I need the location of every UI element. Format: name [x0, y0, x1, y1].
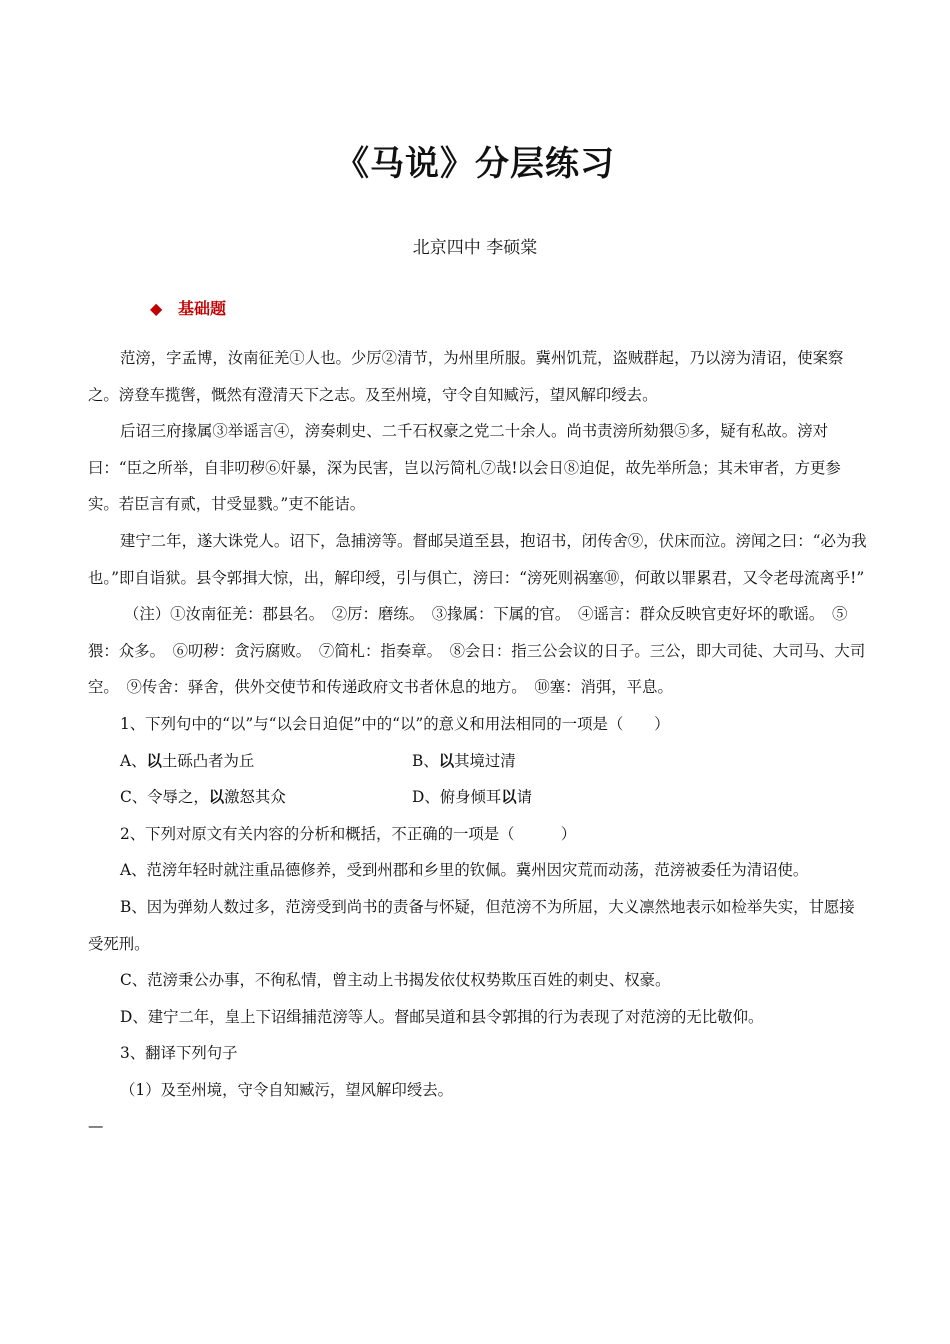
author-line: 北京四中 李硕棠 — [412, 238, 538, 258]
document-body — [88, 340, 868, 1145]
option-d-keyword: 以 — [501, 788, 517, 807]
option-b-label: B、 — [412, 751, 439, 770]
question-3: 3、翻译下列句子 — [120, 1044, 238, 1063]
question-1-options-row-2 — [88, 779, 868, 816]
question-1-options-row-1 — [88, 743, 868, 780]
passage-paragraph-1: 范滂，字孟博，汝南征羌①人也。少厉②清节，为州里所服。冀州饥荒，盗贼群起，乃以滂为清诏，使案察之。滂登车揽辔，慨然有澄清天下之志。及至州境，守令自知臧污，望风解印绶去。 — [88, 349, 844, 404]
passage-notes: （注）①汝南征羌：郡县名。 ②厉：磨练。 ③掾属：下属的官。 ④谣言：群众反映官吏好坏的歌谣。 ⑤猥：众多。 ⑥叨秽：贪污腐败。 ⑦简札：指奏章。 ⑧会日：指三公会议的日子。三公，即大司徒、大司马、大司空。 ⑨传舍：驿舍，供外交使节和传递政府文书者休息的地方。 ⑩塞：消弭，平息。 — [88, 605, 866, 697]
option-c-keyword: 以 — [208, 788, 225, 807]
passage-paragraph-2: 后诏三府掾属③举谣言④，滂奏刺史、二千石权豪之党二十余人。尚书责滂所劾猥⑤多，疑有私故。滂对曰：“臣之所举，自非叨秽⑥奸暴，深为民害，岂以污简札⑦哉!以会日⑧迫促，故先举所急；其未审者，方更参实。若臣言有贰，甘受显戮。”吏不能诘。 — [88, 422, 841, 514]
option-b-keyword: 以 — [438, 751, 455, 770]
question-2-option-b: B、因为弹劾人数过多，范滂受到尚书的责备与怀疑，但范滂不为所屈，大义凛然地表示如检举失实，甘愿接受死刑。 — [88, 897, 855, 953]
option-d-text: 请 — [516, 788, 533, 807]
option-b-text: 其境过清 — [454, 751, 516, 770]
answer-line: — — [88, 1117, 104, 1136]
page-title: 《马说》分层练习 — [335, 144, 615, 184]
option-a-label: A、 — [120, 751, 147, 770]
section-heading — [150, 296, 226, 319]
option-b — [412, 743, 516, 780]
option-a — [120, 743, 412, 780]
option-d — [412, 779, 532, 816]
option-c-text: 激怒其众 — [224, 788, 286, 807]
option-c — [120, 779, 412, 816]
option-a-keyword: 以 — [146, 751, 162, 770]
option-d-label: D、俯身倾耳 — [412, 788, 502, 807]
option-a-text: 土砾凸者为丘 — [161, 751, 255, 770]
option-c-label: C、令辱之， — [120, 788, 209, 807]
section-title: 基础题 — [178, 299, 227, 318]
passage-paragraph-3: 建宁二年，遂大诛党人。诏下，急捕滂等。督邮吴道至县，抱诏书，闭传舍⑨，伏床而泣。滂闻之曰：“必为我也。”即自诣狱。县令郭揖大惊，出，解印绶，引与俱亡，滂曰：“滂死则祸塞⑩，何敢以罪累君，又令老母流离乎!” — [88, 531, 867, 587]
question-2-option-d: D、建宁二年，皇上下诏缉捕范滂等人。督邮吴道和县令郭揖的行为表现了对范滂的无比敬仰。 — [120, 1007, 764, 1026]
question-3-item-1: （1）及至州境，守令自知臧污，望风解印绶去。 — [120, 1080, 453, 1099]
question-2-option-c: C、范滂秉公办事，不徇私情，曾主动上书揭发依仗权势欺压百姓的刺史、权豪。 — [120, 971, 671, 990]
question-2: 2、下列对原文有关内容的分析和概括，不正确的一项是（ ） — [120, 824, 577, 843]
question-2-option-a: A、范滂年轻时就注重品德修养，受到州郡和乡里的钦佩。冀州因灾荒而动荡，范滂被委任为清诏使。 — [120, 861, 809, 880]
question-1: 1、下列句中的“以”与“以会日迫促”中的“以”的意义和用法相同的一项是（ ） — [120, 714, 670, 733]
diamond-bullet-icon: ◆ — [150, 299, 163, 318]
